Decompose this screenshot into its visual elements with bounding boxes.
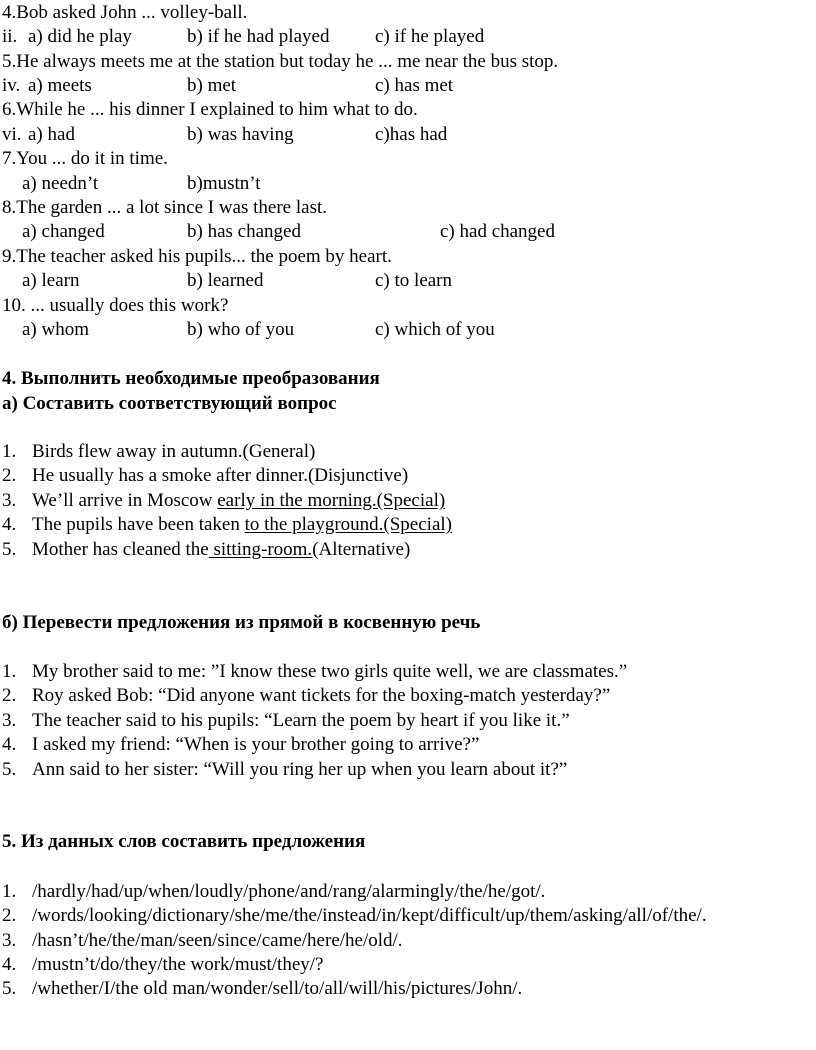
question-8-option-b: b) has changed [187, 221, 301, 242]
item-4b-3: The teacher said to his pupils: “Learn the poem by heart if you like it.” [32, 710, 570, 731]
question-4: 4.Bob asked John ... volley-ball. [2, 2, 248, 23]
question-6: 6.While he ... his dinner I explained to him what to do. [2, 99, 418, 120]
question-9-option-b: b) learned [187, 270, 264, 291]
item-4a-1-number: 1. [2, 441, 17, 462]
item-4b-3-number: 3. [2, 710, 17, 731]
item-4a-1: Birds flew away in autumn.(General) [32, 441, 316, 462]
item-5-5: /whether/I/the old man/wonder/sell/to/all/will/his/pictures/John/. [32, 978, 523, 999]
item-4a-4-number: 4. [2, 514, 17, 535]
item-5-5-number: 5. [2, 978, 17, 999]
question-6-option-c: c)has had [375, 124, 448, 145]
question-6-option-a: a) had [28, 124, 75, 145]
item-4b-1: My brother said to me: ”I know these two girls quite well, we are classmates.” [32, 661, 628, 682]
section-4-title: 4. Выполнить необходимые преобразования [2, 368, 380, 389]
item-4a-3: We’ll arrive in Moscow early in the morning.(Special) [32, 490, 446, 511]
question-5-prefix: iv. [2, 75, 21, 96]
question-8: 8.The garden ... a lot since I was there last. [2, 197, 327, 218]
question-5-option-c: c) has met [375, 75, 454, 96]
question-5: 5.He always meets me at the station but today he ... me near the bus stop. [2, 51, 559, 72]
question-4-prefix: ii. [2, 26, 18, 47]
item-5-3: /hasn’t/he/the/man/seen/since/came/here/he/old/. [32, 930, 403, 951]
question-9: 9.The teacher asked his pupils... the poem by heart. [2, 246, 392, 267]
question-8-option-a: a) changed [22, 221, 105, 242]
item-4b-4: I asked my friend: “When is your brother going to arrive?” [32, 734, 480, 755]
item-5-3-number: 3. [2, 930, 17, 951]
question-10-option-a: a) whom [22, 319, 90, 340]
item-5-2-number: 2. [2, 905, 17, 926]
item-4a-3-number: 3. [2, 490, 17, 511]
item-4a-4-underlined: to the playground.(Special) [244, 514, 452, 535]
question-7-option-b: b)mustn’t [187, 173, 261, 194]
item-5-4-number: 4. [2, 954, 17, 975]
question-4-option-c: c) if he played [375, 26, 485, 47]
section-4a-subtitle: а) Составить соответствующий вопрос [2, 393, 337, 414]
item-4a-4: The pupils have been taken to the playground.(Special) [32, 514, 452, 535]
item-4a-5-number: 5. [2, 539, 17, 560]
question-7-option-a: a) needn’t [22, 173, 99, 194]
item-5-2: /words/looking/dictionary/she/me/the/instead/in/kept/difficult/up/them/asking/all/of/the/. [32, 905, 707, 926]
question-9-option-c: c) to learn [375, 270, 453, 291]
question-4-option-a: a) did he play [28, 26, 132, 47]
question-7: 7.You ... do it in time. [2, 148, 168, 169]
item-4b-5: Ann said to her sister: “Will you ring her up when you learn about it?” [32, 759, 568, 780]
item-4b-1-number: 1. [2, 661, 17, 682]
question-10-option-b: b) who of you [187, 319, 295, 340]
question-5-option-b: b) met [187, 75, 237, 96]
item-4b-2-number: 2. [2, 685, 17, 706]
item-4b-4-number: 4. [2, 734, 17, 755]
question-10: 10. ... usually does this work? [2, 295, 229, 316]
item-4b-2: Roy asked Bob: “Did anyone want tickets for the boxing-match yesterday?” [32, 685, 611, 706]
item-4a-5-underlined: sitting-room. [208, 539, 313, 560]
question-6-prefix: vi. [2, 124, 22, 145]
item-4a-5: Mother has cleaned the sitting-room.(Alternative) [32, 539, 411, 560]
question-10-option-c: c) which of you [375, 319, 495, 340]
section-4b-subtitle: б) Перевести предложения из прямой в косвенную речь [2, 612, 481, 633]
question-9-option-a: a) learn [22, 270, 80, 291]
item-5-1-number: 1. [2, 881, 17, 902]
question-5-option-a: a) meets [28, 75, 92, 96]
item-5-1: /hardly/had/up/when/loudly/phone/and/rang/alarmingly/the/he/got/. [32, 881, 546, 902]
question-6-option-b: b) was having [187, 124, 294, 145]
question-8-option-c: c) had changed [440, 221, 555, 242]
question-4-option-b: b) if he had played [187, 26, 330, 47]
item-4a-2-number: 2. [2, 465, 17, 486]
item-4b-5-number: 5. [2, 759, 17, 780]
item-4a-2: He usually has a smoke after dinner.(Disjunctive) [32, 465, 409, 486]
section-5-title: 5. Из данных слов составить предложения [2, 831, 366, 852]
item-4a-3-underlined: early in the morning.(Special) [217, 490, 446, 511]
item-5-4: /mustn’t/do/they/the work/must/they/? [32, 954, 324, 975]
